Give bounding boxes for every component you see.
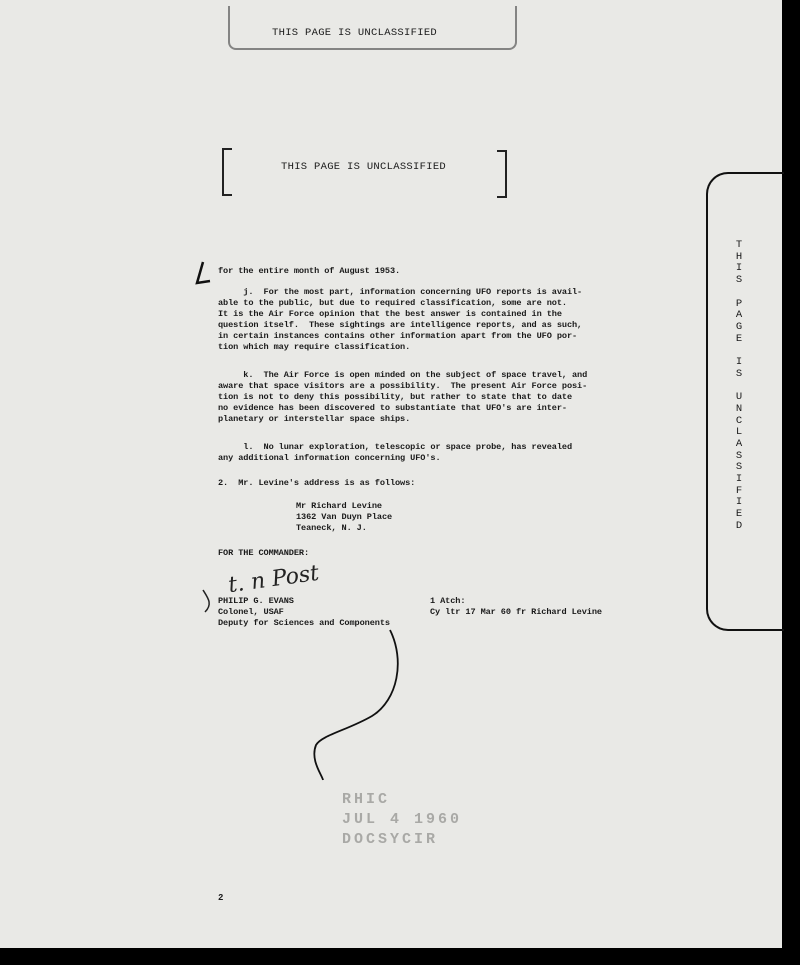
- address-line: 1362 Van Duyn Place: [296, 512, 393, 522]
- paragraph-k-line: aware that space visitors are a possibility. The present Air Force posi-: [218, 381, 588, 391]
- paragraph-k-line: k. The Air Force is open minded on the subject of space travel, and: [218, 370, 588, 380]
- stamp-line: RHIC: [342, 791, 391, 808]
- address-line: Teaneck, N. J.: [296, 523, 367, 533]
- attachment-line: 1 Atch:: [430, 596, 466, 606]
- signer-line: Colonel, USAF: [218, 607, 284, 617]
- side-label-letter: S: [735, 461, 743, 474]
- side-label-letter: S: [735, 367, 743, 380]
- side-label-letter: U: [735, 391, 743, 404]
- stamp-line: DOCSYCIR: [342, 831, 439, 848]
- address-block: [296, 501, 392, 534]
- opening-line: for the entire month of August 1953.: [218, 266, 401, 276]
- side-label-letter: E: [735, 508, 743, 521]
- side-label-letter: A: [735, 309, 743, 322]
- paragraph-k-line: tion is not to deny this possibility, but rather to state that to date: [218, 392, 572, 402]
- paragraph-j-line: tion which may require classification.: [218, 342, 411, 352]
- side-label-letter: I: [735, 496, 743, 509]
- signature-flourish: [314, 630, 397, 780]
- mid-classification-header: THIS PAGE IS UNCLASSIFIED: [281, 161, 447, 173]
- for-commander-line: FOR THE COMMANDER:: [218, 548, 310, 558]
- address-line: Mr Richard Levine: [296, 501, 382, 511]
- side-label-letter: [728, 287, 750, 299]
- paragraph-j-line: j. For the most part, information concerning UFO reports is avail-: [218, 287, 583, 297]
- side-label-letter: T: [735, 239, 743, 251]
- paragraph-j-line: in certain instances contains other information apart from the UFO por-: [218, 331, 578, 341]
- mid-header-bracket-right: [497, 150, 507, 198]
- side-label-letter: E: [735, 332, 743, 345]
- side-label-letter: A: [735, 437, 743, 450]
- signer-line: PHILIP G. EVANS: [218, 596, 294, 606]
- paragraph-k-line: planetary or interstellar space ships.: [218, 414, 411, 424]
- signer-line: Deputy for Sciences and Components: [218, 618, 390, 628]
- page-number: 2: [218, 893, 224, 903]
- signature-stroke: [203, 590, 209, 612]
- side-label-letter: I: [735, 262, 743, 275]
- paragraph-k: [218, 370, 587, 425]
- attachment-line: Cy ltr 17 Mar 60 fr Richard Levine: [430, 607, 602, 617]
- top-classification-header: THIS PAGE IS UNCLASSIFIED: [272, 27, 438, 39]
- paragraph-k-line: no evidence has been discovered to substantiate that UFO's are inter-: [218, 403, 567, 413]
- side-label-letter: D: [735, 519, 743, 532]
- paragraph-2: 2. Mr. Levine's address is as follows:: [218, 478, 416, 488]
- side-label-letter: N: [735, 402, 743, 415]
- side-label-letter: H: [735, 250, 743, 263]
- side-label-letter: C: [735, 414, 743, 427]
- paragraph-l-line: l. No lunar exploration, telescopic or space probe, has revealed: [218, 442, 572, 452]
- side-label-letter: G: [735, 320, 743, 333]
- side-label-letter: F: [735, 484, 743, 497]
- paragraph-j-line: It is the Air Force opinion that the best answer is contained in the: [218, 309, 562, 319]
- paragraph-j-line: question itself. These sightings are intelligence reports, and as such,: [218, 320, 583, 330]
- side-label-letter: I: [735, 356, 743, 369]
- received-stamp: [342, 790, 462, 850]
- side-classification-label: [728, 240, 750, 533]
- paragraph-j-line: able to the public, but due to required classification, some are not.: [218, 298, 567, 308]
- signer-block: [218, 596, 390, 629]
- side-label-letter: S: [735, 274, 743, 287]
- paragraph-l: [218, 442, 572, 464]
- side-label-letter: I: [735, 473, 743, 486]
- stamp-line: JUL 4 1960: [342, 811, 463, 828]
- handwritten-signature: t. n Post: [226, 560, 321, 599]
- paragraph-l-line: any additional information concerning UFO's.: [218, 453, 441, 463]
- side-label-letter: L: [735, 426, 743, 439]
- paragraph-j: [218, 287, 582, 353]
- side-label-letter: S: [735, 449, 743, 462]
- margin-bracket-mark: [197, 262, 210, 283]
- attachment-block: [430, 596, 602, 618]
- side-label-letter: P: [735, 297, 743, 310]
- mid-header-bracket-left: [222, 148, 232, 196]
